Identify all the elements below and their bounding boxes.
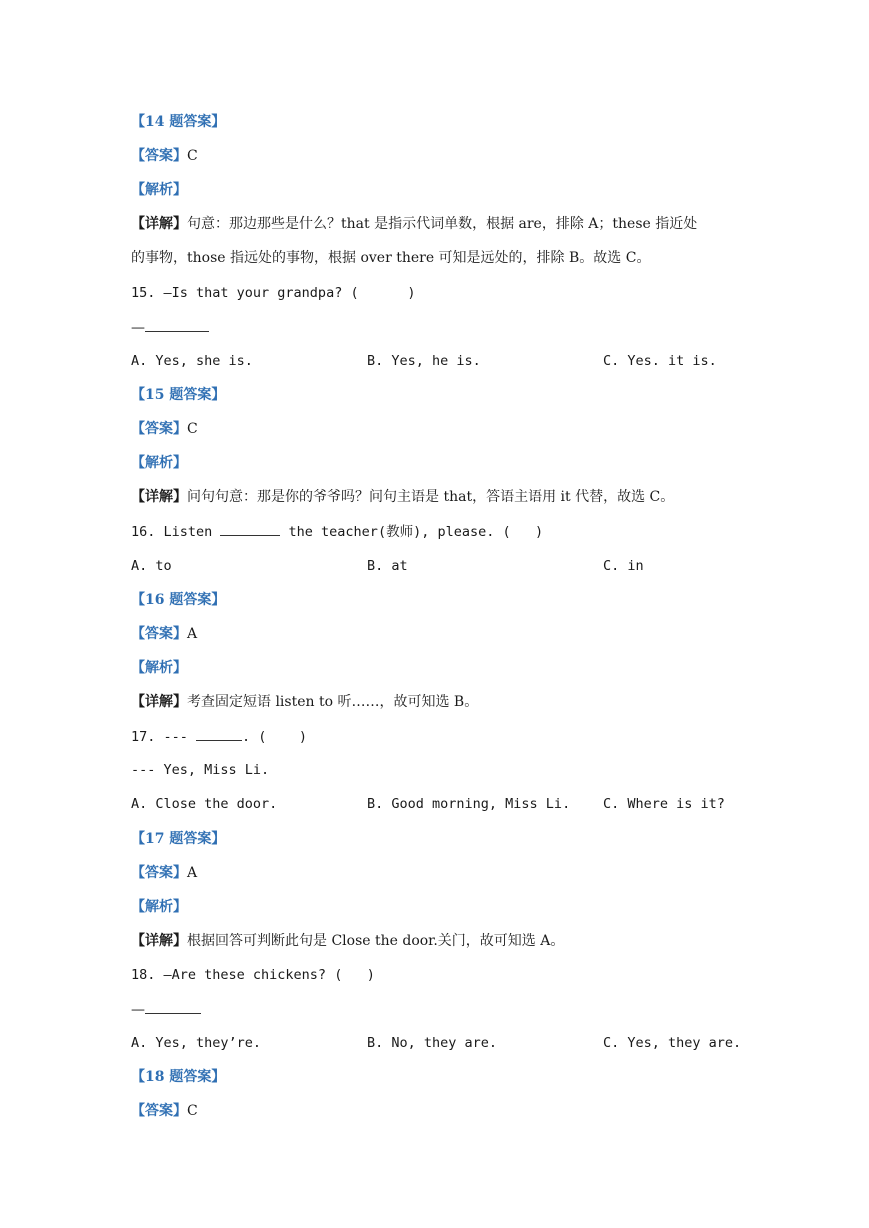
q15-analysis-label: 【解析】: [131, 455, 187, 471]
q16-answer-header: 【16 题答案】: [131, 592, 226, 608]
answer-value: A: [187, 626, 198, 642]
q17-answer: [131, 864, 197, 882]
q18-option-b: B. No, they are.: [367, 1035, 498, 1051]
q17-detail: 【详解】根据回答可判断此句是 Close the door.关门，故可知选 A。: [131, 933, 565, 949]
detail-label: 【详解】: [131, 216, 187, 232]
q18-answer: [131, 1102, 198, 1120]
q16-answer: [131, 625, 197, 643]
q18-option-c: C. Yes, they are.: [603, 1035, 742, 1051]
q15-answer-line: —: [131, 318, 209, 336]
q15-stem: 15. —Is that your grandpa? ( ): [131, 285, 416, 301]
blank-line: [145, 318, 209, 332]
q14-detail-line2: 的事物，those 指远处的事物，根据 over there 可知是远处的，排除 B。故选 C。: [131, 250, 651, 266]
q15-option-a: A. Yes, she is.: [131, 353, 253, 369]
answer-value: C: [187, 148, 198, 164]
q18-stem: 18. —Are these chickens? ( ): [131, 967, 375, 983]
q18-answer-header: 【18 题答案】: [131, 1069, 226, 1085]
q17-reply: --- Yes, Miss Li.: [131, 762, 270, 778]
blank-line: [220, 522, 280, 536]
answer-label: 【答案】: [131, 626, 187, 642]
q15-answer-header: 【15 题答案】: [131, 387, 226, 403]
answer-label: 【答案】: [131, 421, 187, 437]
q17-option-a: A. Close the door.: [131, 796, 278, 812]
q14-analysis-label: 【解析】: [131, 182, 187, 198]
q14-answer: [131, 147, 198, 165]
q17-stem: 17. --- . ( ): [131, 729, 308, 745]
q18-option-a: A. Yes, they’re.: [131, 1035, 262, 1051]
q15-detail: 【详解】问句句意：那是你的爷爷吗？问句主语是 that，答语主语用 it 代替，故选 C。: [131, 489, 675, 505]
q17-analysis-label: 【解析】: [131, 899, 187, 915]
q15-option-b: B. Yes, he is.: [367, 353, 481, 369]
detail-label: 【详解】: [131, 489, 187, 505]
q14-detail-line1: 【详解】句意：那边那些是什么？that 是指示代词单数，根据 are，排除 A；these 指近处: [131, 216, 698, 232]
q16-option-c: C. in: [603, 558, 644, 574]
q15-answer: [131, 420, 198, 438]
q16-detail: 【详解】考查固定短语 listen to 听……，故可知选 B。: [131, 694, 479, 710]
q17-answer-header: 【17 题答案】: [131, 831, 226, 847]
answer-label: 【答案】: [131, 865, 187, 881]
q16-option-a: A. to: [131, 558, 172, 574]
q16-stem: 16. Listen the teacher(教师), please. ( ): [131, 524, 544, 540]
q17-option-b: B. Good morning, Miss Li.: [367, 796, 571, 812]
blank-line: [196, 727, 242, 741]
detail-label: 【详解】: [131, 933, 187, 949]
answer-value: A: [187, 865, 198, 881]
q14-answer-header: 【14 题答案】: [131, 114, 226, 130]
answer-value: C: [187, 1103, 198, 1119]
blank-line: [145, 1000, 201, 1014]
q18-answer-line: —: [131, 1000, 201, 1018]
answer-value: C: [187, 421, 198, 437]
q16-option-b: B. at: [367, 558, 408, 574]
q17-option-c: C. Where is it?: [603, 796, 725, 812]
answer-label: 【答案】: [131, 1103, 187, 1119]
answer-label: 【答案】: [131, 148, 187, 164]
q15-option-c: C. Yes. it is.: [603, 353, 717, 369]
q16-analysis-label: 【解析】: [131, 660, 187, 676]
detail-label: 【详解】: [131, 694, 187, 710]
